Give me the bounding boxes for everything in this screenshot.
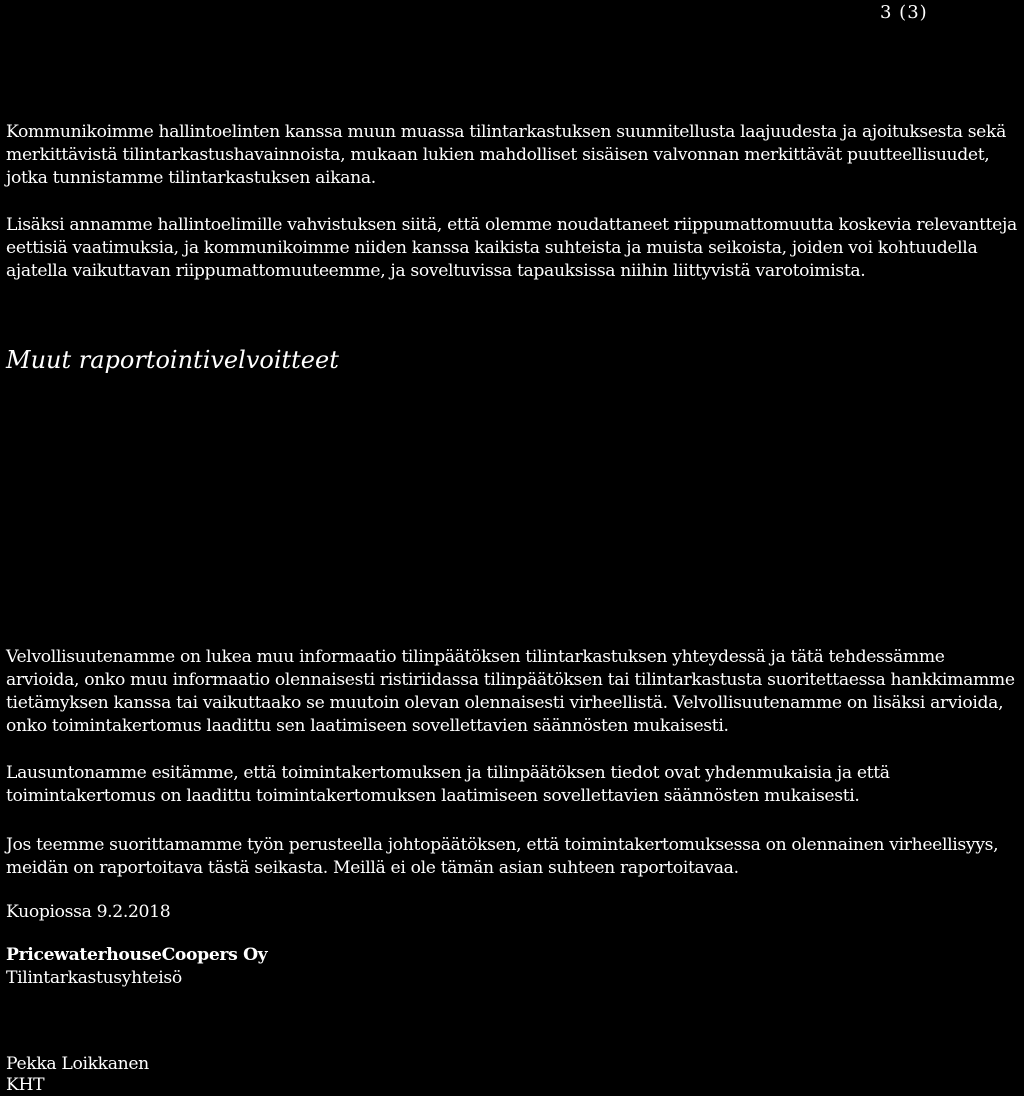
paragraph-reporting: Jos teemme suorittamamme työn perusteella johtopäätöksen, että toimintakertomuksessa on olennainen virheellisyys, meidän on raportoitava tästä seikasta. Meillä ei ole tämän asian suhteen raportoitavaa. [6, 835, 999, 878]
paragraph-communication: Kommunikoimme hallintoelinten kanssa muun muassa tilintarkastuksen suunnitellusta laajuudesta ja ajoituksesta sekä merkittävistä tilintarkastushavainnoista, mukaan lukien mahdolliset sisäisen valvonnan merkittävät puutteellisuudet, jotka tunnistamme tilintarkastuksen aikana. [6, 122, 1006, 188]
place-date: Kuopiossa 9.2.2018 [6, 902, 171, 922]
firm-name: PricewaterhouseCoopers Oy [6, 945, 268, 965]
paragraph-statement: Lausuntonamme esitämme, että toimintakertomuksen ja tilinpäätöksen tiedot ovat yhdenmukaisia ja että toimintakertomus on laadittu toimintakertomuksen laatimiseen sovellettavien säännösten mukaisesti. [6, 763, 890, 806]
page-number: 3 (3) [880, 2, 928, 23]
firm-type: Tilintarkastusyhteisö [6, 968, 182, 988]
paragraph-independence: Lisäksi annamme hallintoelimille vahvistuksen siitä, että olemme noudattaneet riippumattomuutta koskevia relevantteja eettisiä vaatimuksia, ja kommunikoimme niiden kanssa kaikista suhteista ja muista seikoista, joiden voi kohtuudella ajatella vaikuttavan riippumattomuuteemme, ja soveltuvissa tapauksissa niihin liittyvistä varotoimista. [6, 215, 1017, 281]
signer-name: Pekka Loikkanen [6, 1054, 149, 1074]
paragraph-other-information: Velvollisuutenamme on lukea muu informaatio tilinpäätöksen tilintarkastuksen yhteydessä ja tätä tehdessämme arvioida, onko muu informaatio olennaisesti ristiriidassa tilinpäätöksen tai tilintarkastusta suoritettaessa hankkimamme tietämyksen kanssa tai vaikuttaako se muutoin olevan olennaisesti virheellistä. Velvollisuutenamme on lisäksi arvioida, onko toimintakertomus laadittu sen laatimiseen sovellettavien säännösten mukaisesti. [6, 647, 1015, 736]
signer-title: KHT [6, 1075, 45, 1095]
section-heading: Muut raportointivelvoitteet [6, 346, 339, 374]
